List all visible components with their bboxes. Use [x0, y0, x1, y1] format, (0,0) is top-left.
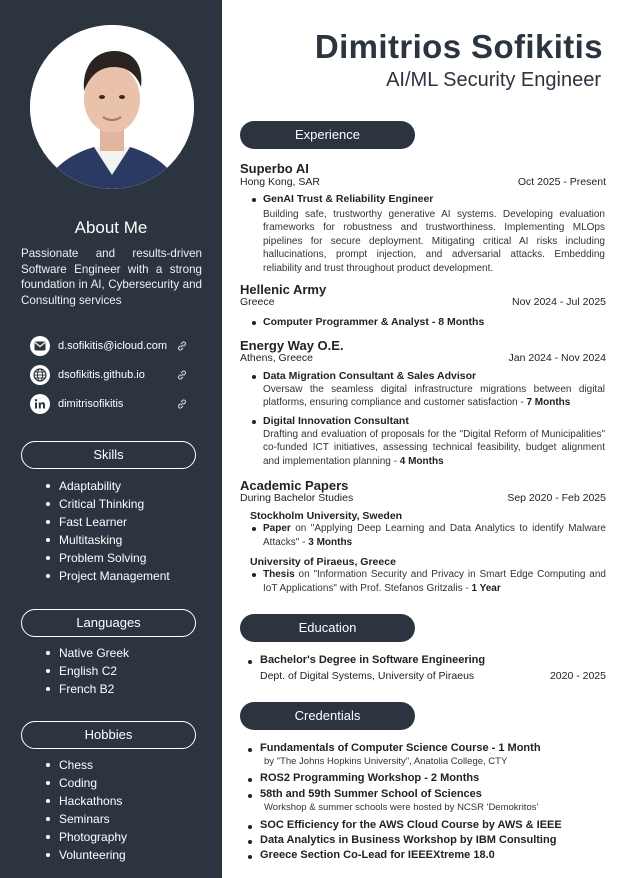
org-name: Energy Way O.E. — [240, 338, 344, 353]
org-name: Hellenic Army — [240, 282, 327, 297]
credential-item: Fundamentals of Computer Science Course - 1 Month — [248, 742, 541, 754]
org-meta — [240, 352, 606, 364]
link-icon — [176, 398, 188, 410]
hobbies-heading: Hobbies — [21, 721, 196, 749]
job-description: Building safe, trustworthy generative AI systems. Developing evaluation frameworks for robustness and trustworthiness. Implementing MLOps pipelines for secure deployment. Mitigating critical AI risks including hallucinations, prompt injection, and adversarial attacks. Embedding reliability and trust throughout product development. — [263, 209, 605, 274]
job-title: Data Migration Consultant & Sales Advisor — [250, 370, 476, 382]
list-item: Native Greek — [46, 644, 129, 662]
credential-item: Greece Section Co-Lead for IEEEXtreme 18.0 — [248, 849, 495, 861]
languages-list — [46, 644, 129, 698]
linkedin-icon — [30, 394, 50, 414]
paper-description: Paper on "Applying Deep Learning and Data Analytics to identify Malware Attacks" - 3 Months — [250, 522, 606, 550]
org-dates: Nov 2024 - Jul 2025 — [512, 296, 606, 308]
email-icon — [30, 336, 50, 356]
list-item: Fast Learner — [46, 513, 170, 531]
candidate-name: Dimitrios Sofikitis — [314, 28, 603, 65]
languages-heading: Languages — [21, 609, 196, 637]
org-meta — [240, 296, 606, 308]
list-item: Chess — [46, 756, 127, 774]
list-item: Volunteering — [46, 846, 127, 864]
job-title: GenAI Trust & Reliability Engineer — [250, 193, 433, 205]
org-location: During Bachelor Studies — [240, 492, 354, 504]
credential-item: ROS2 Programming Workshop - 2 Months — [248, 772, 479, 784]
degree-title: Bachelor's Degree in Software Engineering — [248, 654, 485, 666]
contact-email[interactable] — [30, 336, 188, 356]
skills-list — [46, 477, 170, 585]
org-meta — [240, 492, 606, 504]
list-item: Seminars — [46, 810, 127, 828]
list-item: Project Management — [46, 567, 170, 585]
list-item: English C2 — [46, 662, 129, 680]
credential-item: SOC Efficiency for the AWS Cloud Course by AWS & IEEE — [248, 819, 562, 831]
candidate-role: AI/ML Security Engineer — [386, 69, 601, 91]
org-location: Hong Kong, SAR — [240, 176, 320, 188]
org-dates: Jan 2024 - Nov 2024 — [508, 352, 606, 364]
link-icon — [176, 369, 188, 381]
link-icon — [176, 340, 188, 352]
sidebar — [0, 0, 222, 878]
credential-note: by "The Johns Hopkins University", Anatolia College, CTY — [264, 756, 508, 767]
org-dates: Sep 2020 - Feb 2025 — [507, 492, 606, 504]
university-name: Stockholm University, Sweden — [250, 510, 403, 522]
job-description: Drafting and evaluation of proposals for the "Digital Reform of Municipalities" co-funded ICT initiatives, assessing technical feasibility, budget alignment and implementation planning - 4 Months — [263, 429, 605, 467]
globe-icon — [30, 365, 50, 385]
list-item: Hackathons — [46, 792, 127, 810]
degree-years: 2020 - 2025 — [549, 670, 606, 682]
job-title: Digital Innovation Consultant — [250, 415, 409, 427]
credential-item: Data Analytics in Business Workshop by IBM Consulting — [248, 834, 556, 846]
list-item: Adaptability — [46, 477, 170, 495]
job-title: Computer Programmer & Analyst - 8 Months — [250, 316, 484, 328]
degree-school: Dept. of Digital Systems, University of Piraeus — [260, 670, 475, 682]
avatar — [30, 25, 194, 189]
about-title: About Me — [74, 218, 148, 237]
contact-linkedin-text: dimitrisofikitis — [58, 398, 124, 410]
credential-note: Workshop & summer schools were hosted by NCSR 'Demokritos' — [264, 802, 539, 813]
experience-heading: Experience — [240, 121, 415, 149]
org-name: Superbo AI — [240, 161, 309, 176]
degree-meta — [260, 670, 606, 682]
list-item: Problem Solving — [46, 549, 170, 567]
org-location: Athens, Greece — [240, 352, 313, 364]
contact-website[interactable] — [30, 365, 188, 385]
list-item: Coding — [46, 774, 127, 792]
credential-item: 58th and 59th Summer School of Sciences — [248, 788, 482, 800]
hobbies-list — [46, 756, 127, 864]
credentials-heading: Credentials — [240, 702, 415, 730]
university-name: University of Piraeus, Greece — [250, 556, 396, 568]
org-meta — [240, 176, 606, 188]
skills-heading: Skills — [21, 441, 196, 469]
education-heading: Education — [240, 614, 415, 642]
list-item: French B2 — [46, 680, 129, 698]
list-item: Photography — [46, 828, 127, 846]
contact-email-text: d.sofikitis@icloud.com — [58, 340, 167, 352]
list-item: Critical Thinking — [46, 495, 170, 513]
thesis-description: Thesis on "Information Security and Privacy in Smart Edge Computing and IoT Applications" with Prof. Stefanos Gritzalis - 1 Year — [250, 568, 606, 596]
profile-photo — [30, 25, 194, 189]
job-description: Oversaw the seamless digital infrastructure migrations between digital platforms, ensuring compliance and customer satisfaction - 7 Months — [263, 384, 605, 409]
org-name: Academic Papers — [240, 478, 349, 493]
org-location: Greece — [240, 296, 275, 308]
about-text: Passionate and results-driven Software Engineer with a strong foundation in AI, Cybersecurity and Consulting services — [21, 247, 202, 307]
list-item: Multitasking — [46, 531, 170, 549]
contact-linkedin[interactable] — [30, 394, 188, 414]
org-dates: Oct 2025 - Present — [517, 176, 606, 188]
contact-website-text: dsofikitis.github.io — [58, 369, 145, 381]
